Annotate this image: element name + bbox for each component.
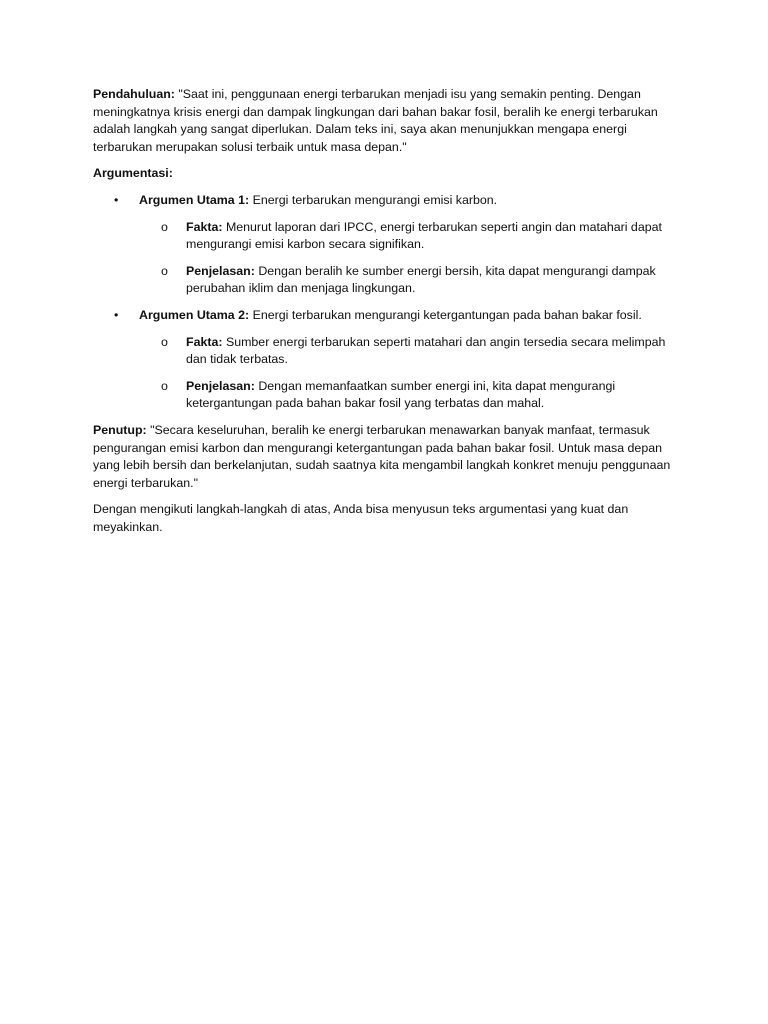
argument-point [139,334,678,369]
point-text: Dengan memanfaatkan sumber energi ini, kita dapat mengurangi ketergantungan pada bahan bakar fosil yang terbatas dan mahal. [186,378,616,411]
argumentation-heading-text: Argumentasi: [93,166,173,181]
bullet-icon: • [114,307,119,322]
intro-paragraph [93,86,678,156]
conclusion-paragraph: Dengan mengikuti langkah-langkah di atas, Anda bisa menyusun teks argumentasi yang kuat dan meyakinkan. [93,502,629,534]
sub-bullet-icon: o [161,263,168,278]
argument-point [139,378,678,413]
point-text: Menurut laporan dari IPCC, energi terbarukan seperti angin dan matahari dapat mengurangi emisi karbon secara signifikan. [186,219,662,252]
argument-points [139,219,678,298]
argument-label: Argumen Utama 1: [139,192,250,207]
closing-label: Penutup: [93,422,147,437]
sub-bullet-icon: o [161,334,168,349]
point-label: Fakta: [186,334,223,349]
sub-bullet-icon: o [161,378,168,393]
bullet-icon: • [114,192,119,207]
argument-text: Energi terbarukan mengurangi ketergantungan pada bahan bakar fosil. [249,307,642,322]
argument-label: Argumen Utama 2: [139,307,250,322]
sub-bullet-icon: o [161,219,168,234]
argument-point [139,263,678,298]
closing-text: "Secara keseluruhan, beralih ke energi terbarukan menawarkan banyak manfaat, termasuk pengurangan emisi karbon dan mengurangi ketergantungan pada bahan bakar fosil. Untuk masa depan yang lebih bersih dan berkelanjutan, sudah saatnya kita mengambil langkah konkret menuju penggunaan energi terbarukan." [93,422,671,490]
argument-list [93,192,678,413]
document-body [93,86,678,545]
point-text: Sumber energi terbarukan seperti matahari dan angin tersedia secara melimpah dan tidak terbatas. [186,334,666,367]
point-label: Penjelasan: [186,378,255,393]
argument-item-1 [93,192,678,298]
point-label: Penjelasan: [186,263,255,278]
argument-text: Energi terbarukan mengurangi emisi karbon. [249,192,498,207]
intro-label: Pendahuluan: [93,87,175,101]
argument-points [139,334,678,413]
argument-item-2 [93,307,678,413]
intro-text: "Saat ini, penggunaan energi terbarukan menjadi isu yang semakin penting. Dengan meningkatnya krisis energi dan dampak lingkungan dari bahan bakar fosil, beralih ke energi terbarukan adalah langkah yang sangat diperlukan. Dalam teks ini, saya akan menunjukkan mengapa energi terbarukan merupakan solusi terbaik untuk masa depan." [93,87,658,154]
argument-point [139,219,678,254]
closing-paragraph [93,422,678,492]
argumentation-heading [93,165,678,183]
point-label: Fakta: [186,219,223,234]
point-text: Dengan beralih ke sumber energi bersih, kita dapat mengurangi dampak perubahan iklim dan menjaga lingkungan. [186,263,656,296]
